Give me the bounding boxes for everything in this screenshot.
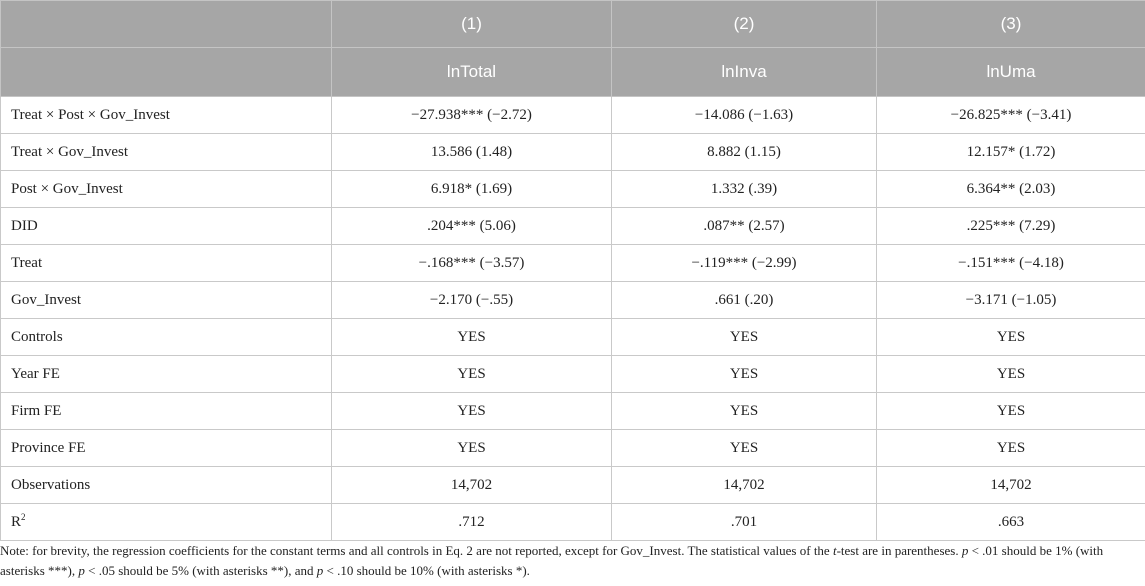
header-model-1: (1) (332, 1, 612, 48)
table-row (1, 208, 1145, 245)
table-row (1, 430, 1145, 467)
table-row (1, 467, 1145, 504)
cell-model-3: YES (877, 356, 1145, 393)
row-label: DID (1, 208, 332, 245)
row-label: Treat × Gov_Invest (1, 134, 332, 171)
cell-model-2: 14,702 (612, 467, 877, 504)
row-label: Controls (1, 319, 332, 356)
cell-model-2: 1.332 (.39) (612, 171, 877, 208)
note-t: t (832, 543, 837, 558)
r-squared-base: R (11, 513, 22, 530)
header-dv-lntotal: lnTotal (332, 48, 612, 97)
cell-model-2: YES (612, 393, 877, 430)
cell-model-3: YES (877, 393, 1145, 430)
table-row (1, 171, 1145, 208)
note-p-1: p (961, 543, 969, 558)
note-text-4: < .05 should be 5% (with asterisks **), and (84, 563, 317, 578)
cell-model-3: YES (877, 430, 1145, 467)
table-row (1, 134, 1145, 171)
table-row (1, 97, 1145, 134)
cell-model-3: −3.171 (−1.05) (877, 282, 1145, 319)
table-row (1, 504, 1145, 541)
table-row (1, 356, 1145, 393)
cell-model-3: 12.157* (1.72) (877, 134, 1145, 171)
cell-model-1: −27.938*** (−2.72) (332, 97, 612, 134)
note-text-1: Note: for brevity, the regression coefficients for the constant terms and all controls in Eq. 2 are not reported, except for Gov_Invest. The statistical values of the (0, 543, 833, 558)
cell-model-1: YES (332, 393, 612, 430)
table-row (1, 319, 1145, 356)
cell-model-1: 14,702 (332, 467, 612, 504)
cell-model-3: −26.825*** (−3.41) (877, 97, 1145, 134)
cell-model-3: 6.364** (2.03) (877, 171, 1145, 208)
table-note (0, 541, 1140, 581)
header-dv-lnuma: lnUma (877, 48, 1145, 97)
header-row-dependent-vars (1, 48, 1145, 97)
note-text-3: < .01 should be 1% (with asterisks ***), (0, 543, 1104, 578)
cell-model-2: −14.086 (−1.63) (612, 97, 877, 134)
cell-model-1: −2.170 (−.55) (332, 282, 612, 319)
cell-model-2: YES (612, 356, 877, 393)
cell-model-3: 14,702 (877, 467, 1145, 504)
cell-model-1: 6.918* (1.69) (332, 171, 612, 208)
cell-model-1: 13.586 (1.48) (332, 134, 612, 171)
row-label: Post × Gov_Invest (1, 171, 332, 208)
row-label: Treat (1, 245, 332, 282)
cell-model-1: YES (332, 319, 612, 356)
cell-model-2: 8.882 (1.15) (612, 134, 877, 171)
cell-model-2: YES (612, 319, 877, 356)
r-squared-superscript: 2 (21, 511, 26, 522)
row-label (1, 504, 332, 541)
header-blank (1, 1, 332, 48)
cell-model-2: .661 (.20) (612, 282, 877, 319)
cell-model-3: YES (877, 319, 1145, 356)
note-text-2: -test are in parentheses. (836, 543, 962, 558)
cell-model-1: .712 (332, 504, 612, 541)
row-label: Gov_Invest (1, 282, 332, 319)
cell-model-3: .663 (877, 504, 1145, 541)
table-row (1, 245, 1145, 282)
note-text-5: < .10 should be 10% (with asterisks *). (323, 563, 530, 578)
header-row-model-numbers (1, 1, 1145, 48)
row-label: Treat × Post × Gov_Invest (1, 97, 332, 134)
cell-model-1: YES (332, 356, 612, 393)
cell-model-3: .225*** (7.29) (877, 208, 1145, 245)
cell-model-1: YES (332, 430, 612, 467)
cell-model-3: −.151*** (−4.18) (877, 245, 1145, 282)
cell-model-2: −.119*** (−2.99) (612, 245, 877, 282)
row-label: Province FE (1, 430, 332, 467)
header-blank-2 (1, 48, 332, 97)
cell-model-1: .204*** (5.06) (332, 208, 612, 245)
header-model-2: (2) (612, 1, 877, 48)
cell-model-1: −.168*** (−3.57) (332, 245, 612, 282)
row-label: Observations (1, 467, 332, 504)
header-dv-lninva: lnInva (612, 48, 877, 97)
cell-model-2: .701 (612, 504, 877, 541)
row-label: Firm FE (1, 393, 332, 430)
table-row (1, 393, 1145, 430)
row-label: Year FE (1, 356, 332, 393)
table-row (1, 282, 1145, 319)
header-model-3: (3) (877, 1, 1145, 48)
cell-model-2: YES (612, 430, 877, 467)
note-p-2: p (78, 563, 85, 578)
cell-model-2: .087** (2.57) (612, 208, 877, 245)
note-p-3: p (316, 563, 324, 578)
